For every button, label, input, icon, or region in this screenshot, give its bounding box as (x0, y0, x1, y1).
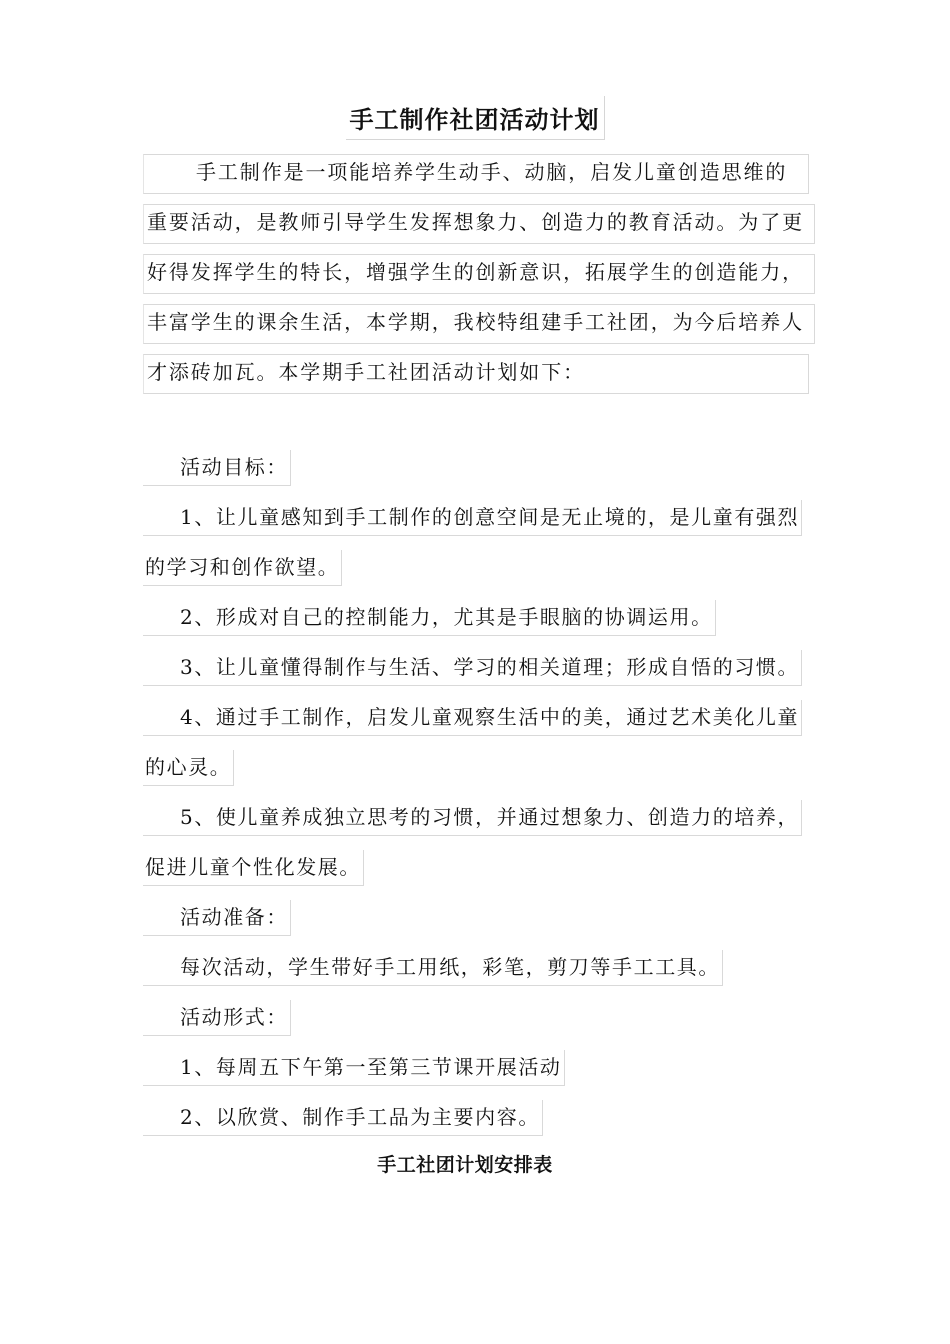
format-heading: 活动形式： (143, 1000, 291, 1036)
intro-line-5: 才添砖加瓦。本学期手工社团活动计划如下： (143, 354, 809, 394)
goal-item-4-line-1: 4、通过手工制作，启发儿童观察生活中的美，通过艺术美化儿童 (143, 700, 802, 736)
goal-item-4-line-2: 的心灵。 (143, 750, 234, 786)
goal-item-1-line-2: 的学习和创作欲望。 (143, 550, 342, 586)
format-item-2: 2、以欣赏、制作手工品为主要内容。 (143, 1100, 543, 1136)
goal-item-1-line-1: 1、让儿童感知到手工制作的创意空间是无止境的，是儿童有强烈 (143, 500, 802, 536)
goals-heading: 活动目标： (143, 450, 291, 486)
document-title (0, 96, 950, 140)
goal-item-5-line-1: 5、使儿童养成独立思考的习惯，并通过想象力、创造力的培养， (143, 800, 802, 836)
intro-paragraph (143, 154, 815, 404)
goal-item-5-line-2: 促进儿童个性化发展。 (143, 850, 364, 886)
intro-line-4: 丰富学生的课余生活，本学期，我校特组建手工社团，为今后培养人 (143, 304, 815, 344)
goal-item-3: 3、让儿童懂得制作与生活、学习的相关道理；形成自悟的习惯。 (143, 650, 802, 686)
goal-item-2: 2、形成对自己的控制能力，尤其是手眼脑的协调运用。 (143, 600, 716, 636)
intro-line-2: 重要活动，是教师引导学生发挥想象力、创造力的教育活动。为了更 (143, 204, 815, 244)
preparation-text: 每次活动，学生带好手工用纸，彩笔，剪刀等手工工具。 (143, 950, 723, 986)
schedule-table-title: 手工社团计划安排表 (377, 1154, 553, 1176)
preparation-heading: 活动准备： (143, 900, 291, 936)
format-item-1: 1、每周五下午第一至第三节课开展活动 (143, 1050, 565, 1086)
intro-line-1: 手工制作是一项能培养学生动手、动脑，启发儿童创造思维的 (143, 154, 809, 194)
document-title-text: 手工制作社团活动计划 (346, 96, 605, 140)
intro-line-3: 好得发挥学生的特长，增强学生的创新意识，拓展学生的创造能力， (143, 254, 815, 294)
